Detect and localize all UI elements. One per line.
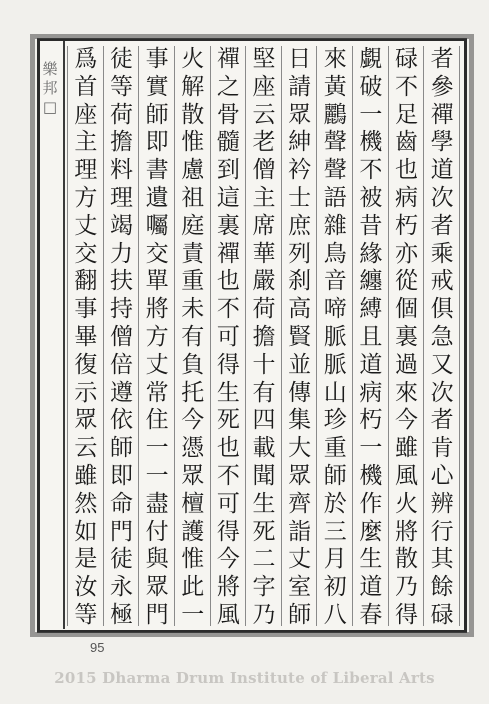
text-char: 足 — [395, 101, 419, 128]
text-char: 云 — [252, 101, 276, 128]
text-char: 護 — [181, 518, 205, 545]
text-char: 竭 — [109, 212, 133, 239]
text-char: 交 — [74, 240, 98, 267]
text-char: 眾 — [288, 462, 312, 489]
watermark: 2015 Dharma Drum Institute of Liberal Arts — [54, 669, 435, 687]
text-char: 方 — [145, 323, 169, 350]
text-char: 憑 — [181, 435, 205, 462]
text-char: 庶 — [288, 212, 312, 239]
text-char: 料 — [109, 157, 133, 184]
text-char: 列 — [288, 240, 312, 267]
text-char: 事 — [74, 296, 98, 323]
text-char: 席 — [252, 212, 276, 239]
text-char: 俱 — [430, 296, 454, 323]
text-char: 被 — [359, 184, 383, 211]
text-char: 惟 — [181, 546, 205, 573]
text-char: 室 — [288, 574, 312, 601]
text-char: 將 — [216, 574, 240, 601]
text-char: 戒 — [430, 268, 454, 295]
text-char: 雜 — [323, 212, 347, 239]
text-char: 主 — [252, 184, 276, 211]
text-char: 一 — [145, 435, 169, 462]
text-char: 也 — [216, 268, 240, 295]
text-column — [181, 46, 205, 630]
text-char: 是 — [74, 546, 98, 573]
text-char: 有 — [252, 379, 276, 406]
text-char: 也 — [216, 435, 240, 462]
text-char: 囑 — [145, 212, 169, 239]
margin-divider — [63, 41, 65, 629]
text-char: 死 — [216, 407, 240, 434]
text-char: 荷 — [252, 296, 276, 323]
text-char: 生 — [216, 379, 240, 406]
text-char: 依 — [109, 407, 133, 434]
text-char: 今 — [181, 407, 205, 434]
text-char: 黃 — [323, 73, 347, 100]
text-char: 丈 — [145, 351, 169, 378]
text-char: 火 — [395, 490, 419, 517]
text-char: 僧 — [252, 157, 276, 184]
text-char: 病 — [395, 184, 419, 211]
text-char: 髓 — [216, 129, 240, 156]
text-char: 麼 — [359, 518, 383, 545]
text-char: 裏 — [216, 212, 240, 239]
text-char: 畢 — [74, 323, 98, 350]
text-char: 汝 — [74, 574, 98, 601]
text-char: 於 — [323, 490, 347, 517]
text-char: 力 — [109, 240, 133, 267]
text-char: 個 — [395, 296, 419, 323]
text-char: 傳 — [288, 379, 312, 406]
text-char: 學 — [430, 129, 454, 156]
text-char: 示 — [74, 379, 98, 406]
text-char: 集 — [288, 407, 312, 434]
text-char: 托 — [181, 379, 205, 406]
text-char: 倍 — [109, 351, 133, 378]
text-char: 衿 — [288, 157, 312, 184]
text-char: 不 — [216, 462, 240, 489]
text-char: 有 — [181, 323, 205, 350]
text-char: 參 — [430, 73, 454, 100]
text-char: 負 — [181, 351, 205, 378]
text-char: 庭 — [181, 212, 205, 239]
text-char: 不 — [216, 296, 240, 323]
text-char: 眾 — [181, 462, 205, 489]
text-char: 朽 — [395, 212, 419, 239]
text-char: 骨 — [216, 101, 240, 128]
text-column — [145, 46, 169, 630]
text-char: 三 — [323, 518, 347, 545]
text-column — [252, 46, 276, 630]
text-char: 者 — [430, 407, 454, 434]
text-char: 脈 — [323, 351, 347, 378]
text-char: 亦 — [395, 240, 419, 267]
text-char: 刹 — [288, 268, 312, 295]
text-char: 乃 — [252, 601, 276, 628]
text-char: 緣 — [359, 240, 383, 267]
text-char: 又 — [430, 351, 454, 378]
text-char: 重 — [323, 435, 347, 462]
text-char: 等 — [74, 601, 98, 628]
text-char: 一 — [359, 435, 383, 462]
text-char: 持 — [109, 296, 133, 323]
column-rule — [459, 46, 460, 626]
text-char: 今 — [216, 546, 240, 573]
text-char: 紳 — [288, 129, 312, 156]
text-char: 碌 — [395, 46, 419, 72]
text-char: 心 — [430, 462, 454, 489]
text-column — [359, 46, 383, 630]
text-char: 眾 — [288, 101, 312, 128]
text-char: 初 — [323, 574, 347, 601]
text-char: 座 — [252, 73, 276, 100]
text-char: 散 — [181, 101, 205, 128]
text-char: 脈 — [323, 323, 347, 350]
text-char: 載 — [252, 435, 276, 462]
text-char: 日 — [288, 46, 312, 72]
text-char: 老 — [252, 129, 276, 156]
text-char: 散 — [395, 546, 419, 573]
text-char: 字 — [252, 574, 276, 601]
text-char: 禪 — [430, 101, 454, 128]
text-char: 聲 — [323, 157, 347, 184]
text-char: 等 — [109, 73, 133, 100]
text-char: 語 — [323, 184, 347, 211]
text-char: 聞 — [252, 462, 276, 489]
text-char: 道 — [359, 574, 383, 601]
text-char: 音 — [323, 268, 347, 295]
text-char: 並 — [288, 351, 312, 378]
text-char: 啼 — [323, 296, 347, 323]
text-char: 死 — [252, 518, 276, 545]
text-char: 即 — [145, 129, 169, 156]
text-char: 禪 — [216, 240, 240, 267]
text-char: 次 — [430, 184, 454, 211]
margin-char: 樂 — [42, 60, 58, 78]
text-column — [216, 46, 240, 630]
text-char: 單 — [145, 268, 169, 295]
text-char: 月 — [323, 546, 347, 573]
text-char: 珍 — [323, 407, 347, 434]
text-char: 從 — [395, 268, 419, 295]
text-char: 極 — [109, 601, 133, 628]
text-char: 生 — [359, 546, 383, 573]
text-char: 肯 — [430, 435, 454, 462]
text-char: 復 — [74, 351, 98, 378]
text-column — [323, 46, 347, 630]
text-char: 昔 — [359, 212, 383, 239]
text-char: 理 — [74, 157, 98, 184]
text-char: 纏 — [359, 268, 383, 295]
text-char: 可 — [216, 323, 240, 350]
column-rule — [67, 46, 68, 626]
text-char: 徒 — [109, 46, 133, 72]
text-char: 如 — [74, 518, 98, 545]
text-char: 得 — [216, 351, 240, 378]
text-char: 云 — [74, 435, 98, 462]
text-char: 禪 — [216, 46, 240, 72]
text-char: 也 — [395, 157, 419, 184]
text-char: 一 — [359, 101, 383, 128]
text-char: 齊 — [288, 490, 312, 517]
text-char: 眾 — [74, 407, 98, 434]
text-char: 首 — [74, 73, 98, 100]
text-char: 士 — [288, 184, 312, 211]
text-char: 將 — [395, 518, 419, 545]
text-char: 與 — [145, 546, 169, 573]
text-char: 遵 — [109, 379, 133, 406]
text-char: 聲 — [323, 129, 347, 156]
text-char: 徒 — [109, 546, 133, 573]
text-char: 堅 — [252, 46, 276, 72]
text-column — [109, 46, 133, 630]
text-char: 覷 — [359, 46, 383, 72]
column-rule — [281, 46, 282, 626]
text-char: 住 — [145, 407, 169, 434]
text-char: 不 — [359, 157, 383, 184]
text-char: 荷 — [109, 101, 133, 128]
text-char: 然 — [74, 490, 98, 517]
column-rule — [245, 46, 246, 626]
text-char: 病 — [359, 379, 383, 406]
text-char: 碌 — [430, 601, 454, 628]
text-char: 擔 — [109, 129, 133, 156]
text-char: 八 — [323, 601, 347, 628]
text-char: 作 — [359, 490, 383, 517]
text-char: 道 — [359, 351, 383, 378]
text-char: 者 — [430, 46, 454, 72]
text-char: 僧 — [109, 323, 133, 350]
text-char: 齒 — [395, 129, 419, 156]
text-char: 丈 — [74, 212, 98, 239]
column-rule — [388, 46, 389, 626]
text-column — [395, 46, 419, 630]
text-char: 方 — [74, 184, 98, 211]
column-rule — [423, 46, 424, 626]
text-char: 未 — [181, 296, 205, 323]
text-char: 理 — [109, 184, 133, 211]
text-char: 師 — [323, 462, 347, 489]
text-char: 主 — [74, 129, 98, 156]
text-char: 爲 — [74, 46, 98, 72]
text-char: 大 — [288, 435, 312, 462]
text-char: 其 — [430, 546, 454, 573]
text-char: 且 — [359, 323, 383, 350]
text-char: 鸝 — [323, 101, 347, 128]
text-char: 責 — [181, 240, 205, 267]
text-char: 事 — [145, 46, 169, 72]
column-rule — [316, 46, 317, 626]
text-char: 實 — [145, 73, 169, 100]
text-column — [74, 46, 98, 630]
text-columns — [68, 46, 460, 626]
text-char: 餘 — [430, 574, 454, 601]
text-char: 解 — [181, 73, 205, 100]
text-char: 門 — [145, 601, 169, 628]
text-char: 師 — [288, 601, 312, 628]
text-char: 書 — [145, 157, 169, 184]
text-column — [288, 46, 312, 630]
text-char: 過 — [395, 351, 419, 378]
text-char: 今 — [395, 407, 419, 434]
text-char: 辨 — [430, 490, 454, 517]
text-char: 機 — [359, 462, 383, 489]
column-rule — [174, 46, 175, 626]
text-char: 道 — [430, 157, 454, 184]
text-char: 將 — [145, 296, 169, 323]
text-char: 檀 — [181, 490, 205, 517]
text-char: 行 — [430, 518, 454, 545]
text-char: 盡 — [145, 490, 169, 517]
text-char: 山 — [323, 379, 347, 406]
text-char: 朽 — [359, 407, 383, 434]
text-char: 座 — [74, 101, 98, 128]
text-char: 二 — [252, 546, 276, 573]
text-char: 即 — [109, 462, 133, 489]
text-char: 師 — [109, 435, 133, 462]
page-number: 95 — [90, 640, 105, 655]
text-char: 永 — [109, 574, 133, 601]
text-char: 遺 — [145, 184, 169, 211]
text-char: 眾 — [145, 574, 169, 601]
text-char: 風 — [216, 601, 240, 628]
text-char: 扶 — [109, 268, 133, 295]
text-char: 一 — [181, 601, 205, 628]
text-char: 翻 — [74, 268, 98, 295]
margin-char: 邦 — [42, 79, 58, 97]
text-char: 十 — [252, 351, 276, 378]
text-char: 裏 — [395, 323, 419, 350]
text-char: 交 — [145, 240, 169, 267]
text-char: 得 — [395, 601, 419, 628]
text-char: 高 — [288, 296, 312, 323]
text-char: 丈 — [288, 546, 312, 573]
text-char: 師 — [145, 101, 169, 128]
text-char: 嚴 — [252, 268, 276, 295]
text-char: 風 — [395, 462, 419, 489]
text-char: 來 — [395, 379, 419, 406]
text-char: 之 — [216, 73, 240, 100]
text-char: 到 — [216, 157, 240, 184]
text-char: 惟 — [181, 129, 205, 156]
text-char: 雖 — [74, 462, 98, 489]
column-rule — [210, 46, 211, 626]
text-char: 四 — [252, 407, 276, 434]
text-char: 賢 — [288, 323, 312, 350]
margin-char: □ — [42, 98, 58, 116]
text-char: 機 — [359, 129, 383, 156]
text-char: 祖 — [181, 184, 205, 211]
text-char: 重 — [181, 268, 205, 295]
text-char: 這 — [216, 184, 240, 211]
text-char: 一 — [145, 462, 169, 489]
text-char: 乘 — [430, 240, 454, 267]
text-char: 付 — [145, 518, 169, 545]
text-char: 火 — [181, 46, 205, 72]
text-char: 生 — [252, 490, 276, 517]
text-char: 鳥 — [323, 240, 347, 267]
text-char: 乃 — [395, 574, 419, 601]
text-char: 雖 — [395, 435, 419, 462]
text-char: 請 — [288, 73, 312, 100]
text-char: 次 — [430, 379, 454, 406]
text-char: 命 — [109, 490, 133, 517]
text-char: 縛 — [359, 296, 383, 323]
text-char: 詣 — [288, 518, 312, 545]
text-char: 得 — [216, 518, 240, 545]
text-char: 華 — [252, 240, 276, 267]
text-char: 可 — [216, 490, 240, 517]
text-char: 常 — [145, 379, 169, 406]
column-rule — [138, 46, 139, 626]
text-char: 急 — [430, 323, 454, 350]
text-char: 者 — [430, 212, 454, 239]
text-char: 門 — [109, 518, 133, 545]
text-char: 不 — [395, 73, 419, 100]
column-rule — [103, 46, 104, 626]
text-column — [430, 46, 454, 630]
margin-title — [40, 60, 60, 620]
text-char: 來 — [323, 46, 347, 72]
text-char: 破 — [359, 73, 383, 100]
column-rule — [352, 46, 353, 626]
text-char: 春 — [359, 601, 383, 628]
text-char: 此 — [181, 574, 205, 601]
text-char: 擔 — [252, 323, 276, 350]
text-char: 慮 — [181, 157, 205, 184]
